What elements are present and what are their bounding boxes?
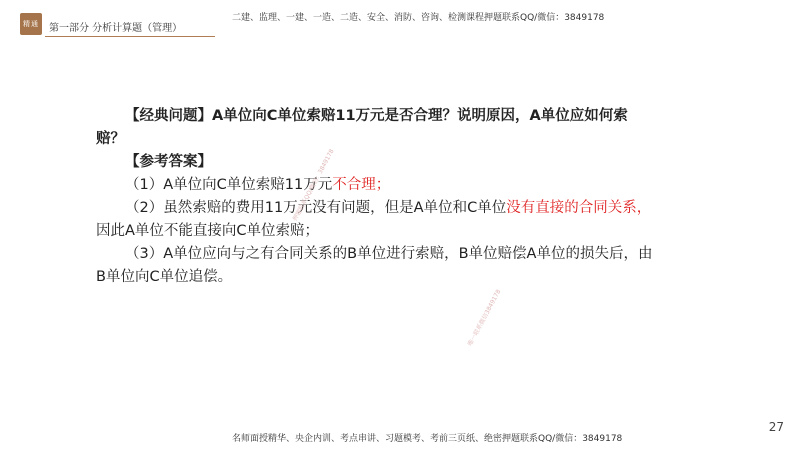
answer-heading: 【参考答案】 xyxy=(125,154,212,170)
watermark-text: 押题联系QQ/微信：3849178 xyxy=(291,148,336,223)
section-title: 第一部分 分析计算题（管理） xyxy=(49,23,183,34)
slide-content xyxy=(96,105,656,289)
answer-line-1-text: （1）A单位向C单位索赔11万元 xyxy=(125,177,333,193)
answer-line-2-highlight: 没有直接的合同关系， xyxy=(506,200,652,216)
question-text: 【经典问题】A单位向C单位索赔11万元是否合理？说明原因，A单位应如何索赔？ xyxy=(96,108,628,147)
answer-line-2-text: （2）虽然索赔的费用11万元没有问题，但是A单位和C单位 xyxy=(125,200,507,216)
answer-line-3: （3）A单位应向与之有合同关系的B单位进行索赔，B单位赔偿A单位的损失后，由B单位向C单位追偿。 xyxy=(96,246,653,285)
watermark-text: 唯一联系微信3849178 xyxy=(466,288,503,348)
answer-line-2 xyxy=(96,197,656,243)
answer-line-2-suffix: 因此A单位不能直接向C单位索赔； xyxy=(96,223,320,239)
header-divider xyxy=(45,36,215,37)
footer-ad-text: 名师面授精华、央企内训、考点串讲、习题模考、考前三页纸、绝密押题联系QQ/微信：3849178 xyxy=(232,434,623,444)
answer-line-1-highlight: 不合理； xyxy=(332,177,391,193)
brand-logo: 精通 xyxy=(20,13,42,35)
answer-line-1 xyxy=(96,174,656,197)
header-ad-text: 二建、监理、一建、一造、二造、安全、消防、咨询、检测课程押题联系QQ/微信：3849178 xyxy=(232,13,605,23)
page-number: 27 xyxy=(768,420,784,434)
